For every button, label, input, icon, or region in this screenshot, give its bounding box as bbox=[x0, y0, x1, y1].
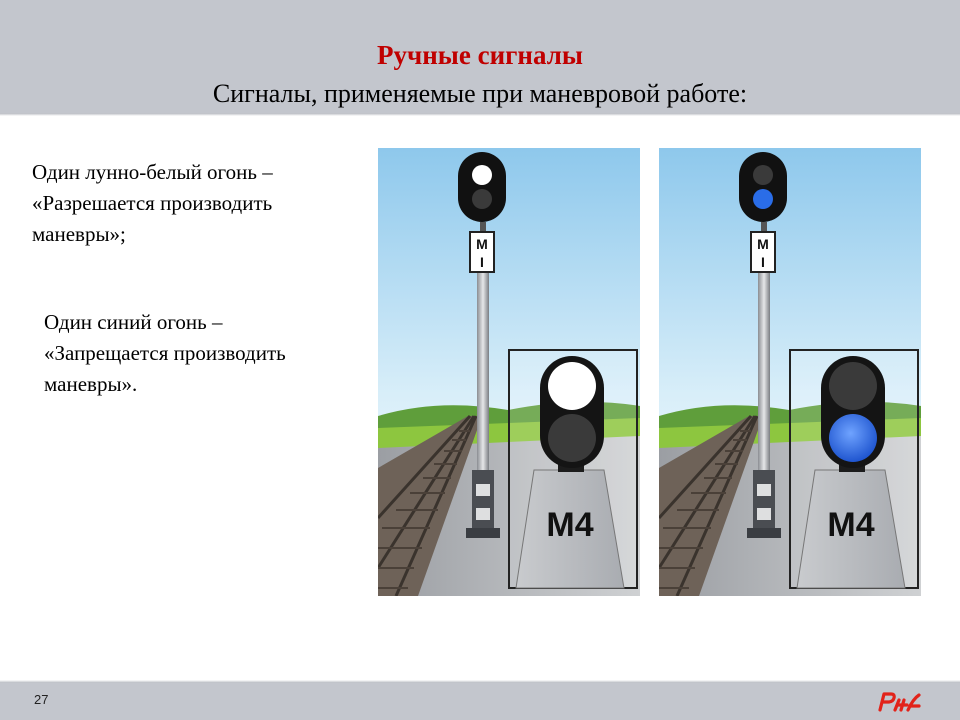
marker-block-label: М4 bbox=[546, 506, 594, 544]
closeup-lamp-white-lit bbox=[548, 362, 596, 410]
lamp-unlit bbox=[753, 165, 773, 185]
lamp-white-lit bbox=[472, 165, 492, 185]
blue-signal-illustration bbox=[659, 148, 921, 596]
signal-head bbox=[739, 152, 787, 222]
white-signal-illustration bbox=[378, 148, 640, 596]
blue-light-description: Один синий огонь – «Запрещается производить маневры». bbox=[44, 310, 286, 396]
pole-base bbox=[466, 528, 500, 538]
closeup-lamp-unlit bbox=[829, 362, 877, 410]
white-light-description: Один лунно-белый огонь – «Разрешается производить маневры»; bbox=[32, 160, 273, 246]
pole-plate-letter: М bbox=[476, 236, 488, 252]
slide-number: 27 bbox=[34, 692, 49, 707]
pole-base bbox=[747, 528, 781, 538]
footer-band bbox=[0, 683, 960, 720]
signal-head bbox=[458, 152, 506, 222]
rzd-logo bbox=[877, 690, 923, 712]
slide-title: Ручные сигналы bbox=[377, 40, 583, 70]
slide-subtitle: Сигналы, применяемые при маневровой работе: bbox=[212, 79, 748, 108]
closeup-lamp-blue-lit bbox=[829, 414, 877, 462]
pole-plate-numeral: I bbox=[480, 254, 484, 270]
pole-plate-letter: М bbox=[757, 236, 769, 252]
lamp-unlit bbox=[472, 189, 492, 209]
lamp-blue-lit bbox=[753, 189, 773, 209]
closeup-lamp-unlit bbox=[548, 414, 596, 462]
marker-block-label: М4 bbox=[827, 506, 875, 544]
pole-plate-numeral: I bbox=[761, 254, 765, 270]
